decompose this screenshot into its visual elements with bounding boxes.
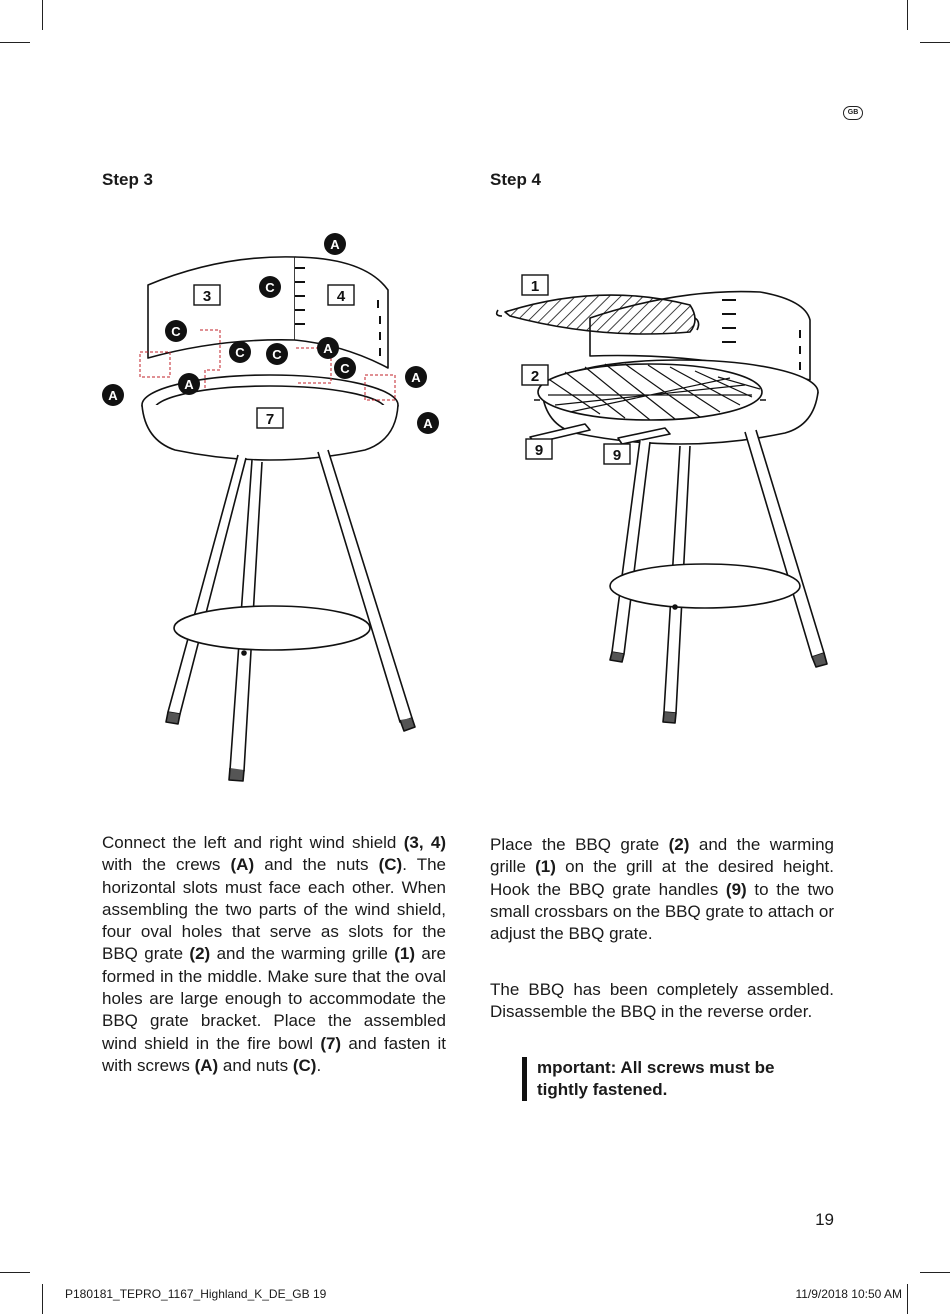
callout-nut-c: C [272,347,282,362]
step3-text: Connect the left and right wind shield [102,833,404,852]
language-badge: GB [843,106,863,120]
step3-text: . The horizontal slots must face each other. When assembling the two parts of the wind shield, four oval holes that serve as slots for the BBQ grate [102,855,446,964]
step3-ref: (7) [320,1033,342,1053]
part-label-9: 9 [612,447,622,464]
callout-nut-c: C [265,280,275,295]
step3-text: . [316,1055,322,1075]
important-note [522,1057,857,1101]
leg-left [612,440,650,654]
callout-nut-c: C [235,345,245,360]
part-label-1: 1 [530,278,540,295]
step3-ref: (A) [194,1055,219,1075]
step3-text: and the warming grille [210,944,395,964]
callout-screw-a: A [108,388,118,403]
page-number: 19 [815,1210,834,1229]
part-label-4: 4 [336,288,346,305]
step3-ref: (2) [189,944,211,964]
lower-shelf [610,564,800,608]
callout-screw-a: A [330,237,340,252]
step3-text: with the crews [102,855,231,875]
footer-timestamp: 11/9/2018 10:50 AM [795,1287,902,1301]
callout-nut-c: C [171,324,181,339]
step3-text: and nuts [218,1055,293,1075]
step4-ref: (1) [535,857,556,877]
part-label-2: 2 [530,368,540,385]
step3-text: and the nuts [254,855,379,875]
step4-paragraph [490,834,834,945]
callout-screw-a: A [184,377,194,392]
important-line-2: tightly fastened. [537,1080,668,1099]
step4-ref: (2) [668,835,690,854]
part-label-7: 7 [265,411,275,428]
step3-paragraph [102,832,446,1077]
step4-ref: (9) [725,879,747,899]
step3-ref: (1) [394,944,416,964]
step4-text: to the two small crossbars on the BBQ grate to attach or adjust the BBQ grate. [490,879,835,944]
step3-text: are formed in the middle. Make sure that the oval holes are large enough to accommodate the BBQ grate bracket. Place the assembled wind shield in the fire bowl [102,944,446,1053]
callout-screw-a: A [411,370,421,385]
step4-completion-note: The BBQ has been completely assembled. Disassemble the BBQ in the reverse order. [490,980,834,1022]
step4-text: Place the BBQ grate [490,835,669,854]
part-label-3: 3 [202,288,212,305]
step3-ref: (A) [230,855,255,875]
step3-ref: (C) [378,855,403,875]
callout-screw-a: A [323,341,333,356]
warming-grille [505,295,695,334]
step4-text: and the warming grille [490,835,835,877]
step4-text: on the grill at the desired height. Hook the BBQ grate handles [490,857,834,899]
step4-title: Step 4 [490,170,542,189]
step3-title: Step 3 [102,170,154,189]
step3-text: and fasten it with screws [102,1033,447,1075]
important-line-1: mportant: All screws must be [537,1058,775,1077]
step3-ref: (3, 4) [403,833,446,852]
callout-screw-a: A [423,416,433,431]
footer-file-info: P180181_TEPRO_1167_Highland_K_DE_GB 19 [65,1287,327,1301]
step3-ref: (C) [292,1055,317,1075]
callout-nut-c: C [340,361,350,376]
part-label-9: 9 [534,442,544,459]
leg-right [745,430,824,657]
